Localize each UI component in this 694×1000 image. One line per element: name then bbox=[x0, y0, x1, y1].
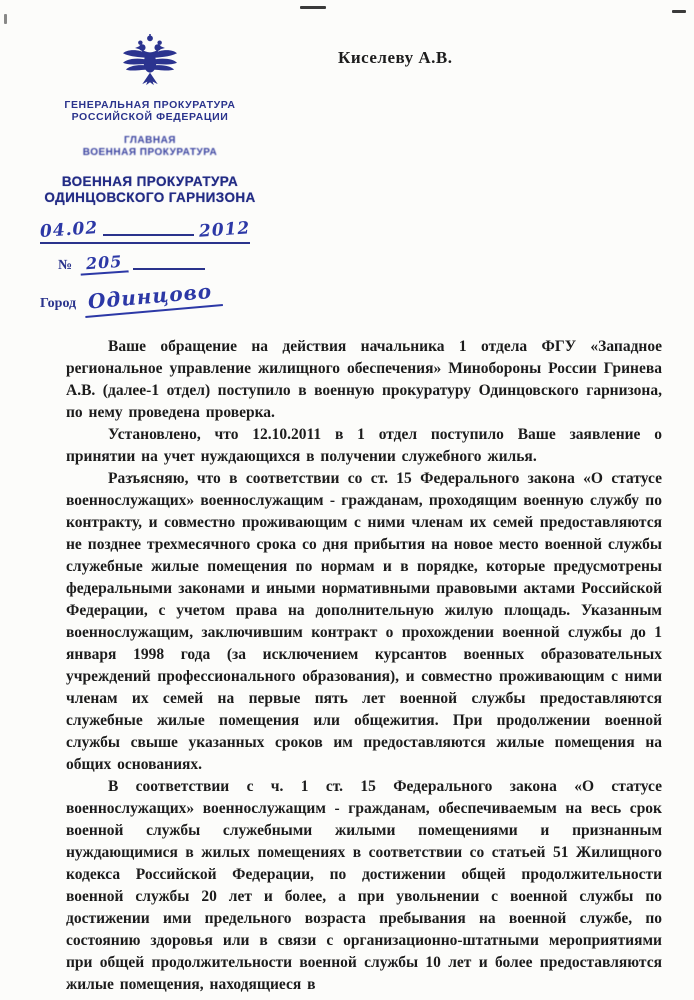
handwritten-city: Одинцово bbox=[83, 278, 223, 318]
scan-artifact bbox=[672, 10, 686, 13]
number-label: № bbox=[58, 258, 73, 273]
handwritten-year: 2012 bbox=[198, 218, 251, 242]
city-row bbox=[40, 278, 270, 314]
letterhead-dept bbox=[30, 135, 270, 158]
letterhead-org-line1: ГЕНЕРАЛЬНАЯ ПРОКУРАТУРА bbox=[64, 99, 236, 111]
letterhead bbox=[30, 34, 270, 321]
coat-of-arms-icon bbox=[30, 34, 270, 93]
handwritten-date: 04.02 bbox=[39, 217, 99, 243]
recipient-name: Киселеву А.В. bbox=[338, 48, 453, 67]
form-rule-line bbox=[103, 234, 193, 236]
handwritten-number: 205 bbox=[79, 251, 129, 275]
letterhead-dept-line2: ВОЕННАЯ ПРОКУРАТУРА bbox=[82, 146, 218, 158]
body-paragraph-1: Ваше обращение на действия начальника 1 отдела ФГУ «Западное региональное управление жилищного обеспечения» Минобороны России Гринева А.В. (далее-1 отдел) поступило в военную прокуратуру Одинцовского гарнизона, по нему проведена проверка. bbox=[66, 338, 662, 421]
letterhead-unit-line2: ОДИНЦОВСКОГО ГАРНИЗОНА bbox=[44, 190, 256, 205]
date-row bbox=[39, 217, 251, 244]
form-rule-line bbox=[133, 268, 205, 270]
letterhead-unit bbox=[30, 174, 270, 206]
letter-body bbox=[66, 336, 662, 996]
body-paragraph-2: Установлено, что 12.10.2011 в 1 отдел поступило Ваше заявление о принятии на учет нуждающихся в получении служебного жилья. bbox=[66, 426, 662, 465]
scan-artifact bbox=[300, 6, 326, 9]
letterhead-org-line2: РОССИЙСКОЙ ФЕДЕРАЦИИ bbox=[71, 111, 229, 123]
body-paragraph-4: В соответствии с ч. 1 ст. 15 Федерального закона «О статусе военнослужащих» военнослужащим - гражданам, обеспечиваемым на весь срок военной службы служебными жилыми помещениями и признанным нуждающимися в жилых помещениях в соответствии со статьей 51 Жилищного кодекса Российской Федерации, по достижении общей продолжительности военной службы 20 лет и более, а при увольнении с военной службы по достижении ими предельного возраста пребывания на военной службе, по состоянию здоровья или в связи с организационно-штатными мероприятиями при общей продолжительности военной службы 10 лет и более предоставляются жилые помещения, находящиеся в bbox=[66, 778, 662, 993]
body-paragraph-3: Разъясняю, что в соответствии со ст. 15 Федерального закона «О статусе военнослужащих» военнослужащим - гражданам, проходящим военную службу по контракту, и совместно проживающим с ними членам их семей предоставляются не позднее трехмесячного срока со дня прибытия на новое место военной службы служебные жилые помещения по нормам и в порядке, которые предусмотрены федеральными законами и иными нормативными правовыми актами Российской Федерации, с учетом права на дополнительную жилую площадь. Указанным военнослужащим, заключившим контракт о прохождении военной службы до 1 января 1998 года (за исключением курсантов военных образовательных учреждений профессионального образования), и совместно проживающим с ними членам их семей на первые пять лет военной службы предоставляются служебные жилые помещения или общежития. При продолжении военной службы свыше указанных сроков им предоставляются жилые помещения на общих основаниях. bbox=[66, 470, 662, 773]
scan-artifact bbox=[4, 14, 7, 24]
letterhead-unit-line1: ВОЕННАЯ ПРОКУРАТУРА bbox=[61, 174, 239, 189]
city-label: Город bbox=[40, 296, 77, 311]
letterhead-fill-rows bbox=[30, 217, 270, 314]
letterhead-dept-line1: ГЛАВНАЯ bbox=[123, 135, 176, 146]
number-row bbox=[40, 253, 210, 274]
